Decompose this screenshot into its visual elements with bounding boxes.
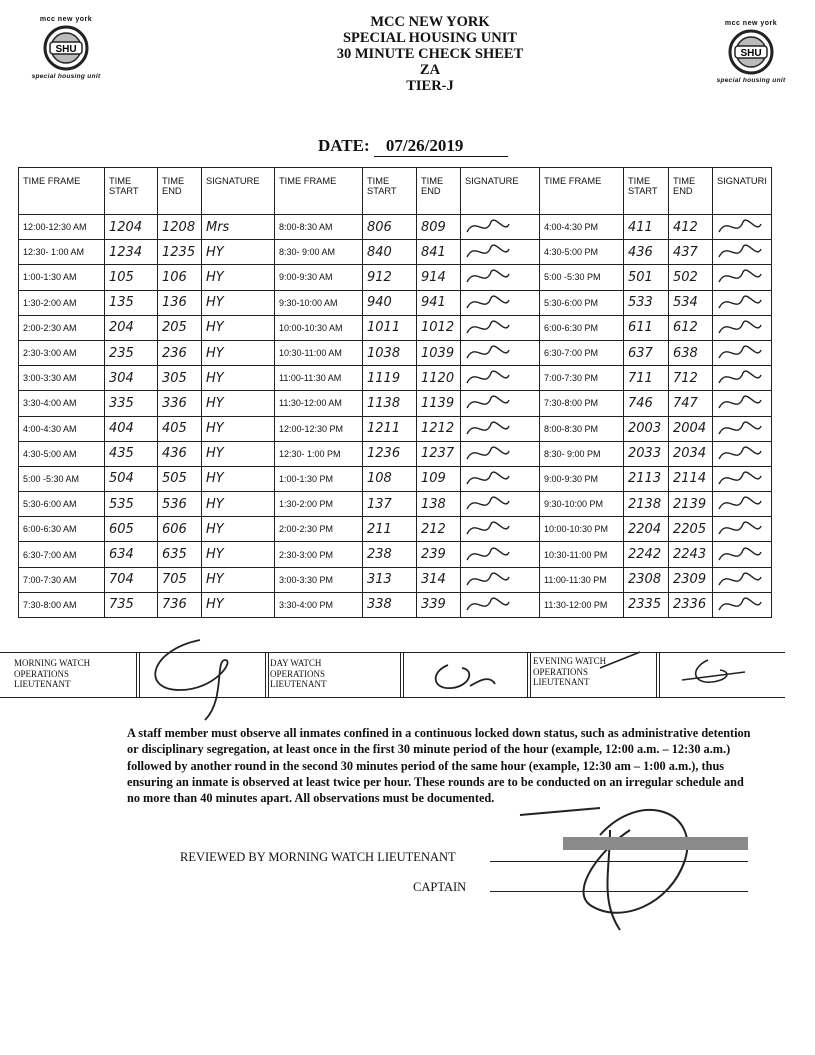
handwritten-entry: 1235 <box>162 244 196 260</box>
handwritten-entry: 435 <box>109 446 134 462</box>
time-frame-label: 2:00-2:30 PM <box>279 524 334 535</box>
handwritten-entry: 2139 <box>673 496 707 512</box>
handwritten-entry: 533 <box>628 295 653 311</box>
handwritten-entry: 704 <box>109 572 134 588</box>
logo-badge-text: SHU <box>55 44 77 55</box>
evening-watch-signature <box>600 652 745 682</box>
handwritten-entry: 109 <box>421 471 446 487</box>
redaction-bar <box>563 837 748 850</box>
handwritten-entry: 711 <box>628 370 653 386</box>
logo-top-text: mcc new york <box>724 20 778 27</box>
time-frame-label: 1:00-1:30 PM <box>279 473 334 484</box>
handwritten-entry: 534 <box>673 295 698 311</box>
handwritten-entry: 313 <box>367 572 392 588</box>
handwritten-entry: 2138 <box>628 496 662 512</box>
handwritten-entry: 2308 <box>628 572 662 588</box>
handwritten-entry: 304 <box>109 370 134 386</box>
handwritten-entry: 2336 <box>673 597 707 613</box>
handwritten-entry: 2004 <box>673 421 707 437</box>
watch-line: OPERATIONS <box>14 668 70 679</box>
header-cell: TIME END <box>158 168 202 215</box>
reviewed-by-label: REVIEWED BY MORNING WATCH LIEUTENANT <box>180 850 456 864</box>
handwritten-entry: 612 <box>673 320 698 336</box>
observation-policy-notice: A staff member must observe all inmates confined in a continuous locked down status, such as administrative detention or disciplinary segregation, at least once in the first 30 minute period of the hour (example, 12:00 a.m. – 12:30 a.m.) followed by another round in the second 30 minutes period of the same hour (example, 12:30 am – 1:00 a.m.), thus ensuring an inmate is observed at least twice per hour. These rounds are to be conducted on an irregular schedule and no more than 40 minutes apart. All observations must be documented. <box>127 726 751 806</box>
handwritten-entry: 712 <box>673 370 698 386</box>
time-frame-label: 12:30- 1:00 PM <box>279 448 341 459</box>
header-zone: ZA <box>419 62 441 78</box>
handwritten-entry: 204 <box>109 320 134 336</box>
handwritten-entry: 502 <box>673 269 698 285</box>
header-cell: TIME FRAME <box>275 168 363 215</box>
time-frame-label: 6:30-7:00 PM <box>544 348 599 359</box>
time-frame-label: 6:00-6:30 AM <box>23 524 77 535</box>
handwritten-entry: 1208 <box>162 219 196 235</box>
watch-line: EVENING WATCH <box>533 656 607 666</box>
handwritten-entry: 314 <box>421 572 446 588</box>
time-frame-label: 4:00-4:30 AM <box>23 423 77 434</box>
time-frame-label: 1:30-2:00 AM <box>23 297 77 308</box>
handwritten-entry: HY <box>206 395 224 411</box>
handwritten-entry: HY <box>206 547 224 563</box>
watch-line: DAY WATCH <box>270 658 322 668</box>
handwritten-entry: HY <box>206 572 224 588</box>
handwritten-entry: 239 <box>421 547 446 563</box>
handwritten-entry: 211 <box>367 521 392 537</box>
watch-line: LIEUTENANT <box>270 679 327 689</box>
reviewed-signature-line <box>490 861 748 862</box>
handwritten-entry: 338 <box>367 597 392 613</box>
handwritten-entry: 205 <box>162 320 187 336</box>
time-frame-label: 3:30-4:00 AM <box>23 398 77 409</box>
time-frame-label: 5:30-6:00 AM <box>23 499 77 510</box>
handwritten-entry: 2242 <box>628 547 662 563</box>
handwritten-entry: 705 <box>162 572 187 588</box>
time-frame-label: 12:00-12:30 AM <box>23 222 87 233</box>
time-frame-label: 10:30-11:00 AM <box>279 348 342 359</box>
header-cell: TIME END <box>669 168 713 215</box>
handwritten-entry: 212 <box>421 521 446 537</box>
handwritten-entry: 2003 <box>628 421 662 437</box>
handwritten-entry: 1212 <box>421 421 455 437</box>
handwritten-entry: 735 <box>109 597 134 613</box>
handwritten-entry: 2113 <box>628 471 662 487</box>
time-frame-label: 4:30-5:00 PM <box>544 247 599 258</box>
time-frame-label: 7:30-8:00 AM <box>23 599 77 610</box>
handwritten-entry: 746 <box>628 395 653 411</box>
time-frame-label: 11:30-12:00 AM <box>279 398 342 409</box>
handwritten-entry: 840 <box>367 244 392 260</box>
handwritten-entry: 806 <box>367 219 392 235</box>
handwritten-entry: 2205 <box>673 521 707 537</box>
time-frame-label: 5:00 -5:30 PM <box>544 272 601 283</box>
handwritten-entry: 437 <box>673 244 698 260</box>
handwritten-entry: HY <box>206 521 224 537</box>
time-frame-label: 8:00-8:30 PM <box>544 423 599 434</box>
handwritten-entry: 505 <box>162 471 187 487</box>
handwritten-entry: 404 <box>109 421 134 437</box>
handwritten-entry: 605 <box>109 521 134 537</box>
handwritten-entry: 339 <box>421 597 446 613</box>
handwritten-entry: 137 <box>367 496 392 512</box>
handwritten-entry: 1012 <box>421 320 455 336</box>
time-frame-label: 10:00-10:30 PM <box>544 524 609 535</box>
time-frame-label: 2:30-3:00 AM <box>23 348 77 359</box>
handwritten-entry: 501 <box>628 269 653 285</box>
header-cell: TIME START <box>105 168 158 215</box>
logo-bottom-text: special housing unit <box>31 73 101 80</box>
captain-signature-line <box>490 891 748 892</box>
time-frame-label: 3:00-3:30 AM <box>23 373 77 384</box>
handwritten-entry: 2114 <box>673 471 707 487</box>
handwritten-entry: 138 <box>421 496 446 512</box>
handwritten-entry: 736 <box>162 597 187 613</box>
time-frame-label: 7:30-8:00 PM <box>544 398 599 409</box>
handwritten-entry: 912 <box>367 269 392 285</box>
time-frame-label: 9:30-10:00 AM <box>279 297 338 308</box>
handwritten-entry: 336 <box>162 395 187 411</box>
logo-badge-text: SHU <box>740 48 762 59</box>
time-frame-label: 11:00-11:30 PM <box>544 574 607 585</box>
handwritten-entry: 535 <box>109 496 134 512</box>
handwritten-entry: 940 <box>367 295 392 311</box>
time-frame-label: 4:00-4:30 PM <box>544 222 599 233</box>
header-cell: SIGNATURI <box>713 168 772 215</box>
morning-watch-signature <box>155 640 227 720</box>
time-frame-label: 1:00-1:30 AM <box>23 272 77 283</box>
handwritten-entry: HY <box>206 320 224 336</box>
handwritten-entry: HY <box>206 345 224 361</box>
handwritten-entry: HY <box>206 244 224 260</box>
handwritten-entry: 436 <box>628 244 653 260</box>
captain-label: CAPTAIN <box>413 880 467 894</box>
handwritten-entry: 238 <box>367 547 392 563</box>
time-frame-label: 8:00-8:30 AM <box>279 222 333 233</box>
time-frame-label: 1:30-2:00 PM <box>279 499 334 510</box>
handwritten-entry: 2033 <box>628 446 662 462</box>
time-frame-label: 8:30- 9:00 AM <box>279 247 336 258</box>
header-tier: TIER-J <box>406 78 454 94</box>
handwritten-entry: 611 <box>628 320 653 336</box>
handwritten-entry: 135 <box>109 295 134 311</box>
handwritten-entry: HY <box>206 370 224 386</box>
handwritten-entry: 305 <box>162 370 187 386</box>
header-unit: SPECIAL HOUSING UNIT <box>342 30 518 46</box>
handwritten-entry: 108 <box>367 471 392 487</box>
time-frame-label: 8:30- 9:00 PM <box>544 448 601 459</box>
handwritten-entry: 504 <box>109 471 134 487</box>
handwritten-entry: 1011 <box>367 320 401 336</box>
handwritten-entry: 2034 <box>673 446 707 462</box>
handwritten-entry: 606 <box>162 521 187 537</box>
handwritten-entry: 536 <box>162 496 187 512</box>
handwritten-entry: HY <box>206 496 224 512</box>
handwritten-entry: HY <box>206 421 224 437</box>
time-frame-label: 11:30-12:00 PM <box>544 599 608 610</box>
handwritten-entry: 136 <box>162 295 187 311</box>
handwritten-entry: 1234 <box>109 244 143 260</box>
handwritten-entry: 747 <box>673 395 698 411</box>
time-frame-label: 9:00-9:30 AM <box>279 272 333 283</box>
handwritten-entry: 635 <box>162 547 187 563</box>
time-frame-label: 11:00-11:30 AM <box>279 373 342 384</box>
date-value: 07/26/2019 <box>374 136 508 157</box>
logo-top-text: mcc new york <box>39 16 93 23</box>
time-frame-label: 7:00-7:30 PM <box>544 373 599 384</box>
handwritten-entry: 2335 <box>628 597 662 613</box>
time-frame-label: 5:00 -5:30 AM <box>23 473 80 484</box>
time-frame-label: 7:00-7:30 AM <box>23 574 77 585</box>
date-label: DATE: <box>318 136 370 155</box>
handwritten-entry: 1236 <box>367 446 401 462</box>
handwritten-entry: 634 <box>109 547 134 563</box>
handwritten-entry: 236 <box>162 345 187 361</box>
watch-line: OPERATIONS <box>270 668 326 679</box>
logo-bottom-text: special housing unit <box>716 77 786 84</box>
header-cell: SIGNATURE <box>202 168 275 215</box>
handwritten-entry: 1211 <box>367 421 401 437</box>
handwritten-entry: 235 <box>109 345 134 361</box>
handwritten-entry: HY <box>206 597 224 613</box>
handwritten-entry: HY <box>206 295 224 311</box>
time-frame-label: 6:00-6:30 PM <box>544 322 599 333</box>
time-frame-label: 12:30- 1:00 AM <box>23 247 85 258</box>
handwritten-entry: HY <box>206 269 224 285</box>
handwritten-entry: 105 <box>109 269 134 285</box>
time-frame-label: 9:00-9:30 PM <box>544 473 599 484</box>
handwritten-entry: 335 <box>109 395 134 411</box>
header-cell: TIME FRAME <box>540 168 624 215</box>
time-frame-label: 3:30-4:00 PM <box>279 599 334 610</box>
time-frame-label: 2:30-3:00 PM <box>279 549 334 560</box>
handwritten-entry: 637 <box>628 345 653 361</box>
handwritten-entry: 1038 <box>367 345 401 361</box>
time-frame-label: 5:30-6:00 PM <box>544 297 599 308</box>
handwritten-entry: 1138 <box>367 395 401 411</box>
handwritten-entry: 2204 <box>628 521 662 537</box>
time-frame-label: 10:30-11:00 PM <box>544 549 608 560</box>
header-cell: TIME END <box>417 168 461 215</box>
handwritten-entry: 1139 <box>421 395 455 411</box>
time-frame-label: 4:30-5:00 AM <box>23 448 77 459</box>
handwritten-entry: 106 <box>162 269 187 285</box>
time-frame-label: 2:00-2:30 AM <box>23 322 77 333</box>
handwritten-entry: HY <box>206 471 224 487</box>
handwritten-entry: 638 <box>673 345 698 361</box>
handwritten-entry: Mrs <box>206 219 230 235</box>
handwritten-entry: 1119 <box>367 370 401 386</box>
watch-line: MORNING WATCH <box>14 658 91 668</box>
handwritten-entry: 2243 <box>673 547 707 563</box>
handwritten-entry: 914 <box>421 269 446 285</box>
handwritten-entry: 1120 <box>421 370 455 386</box>
watch-line: LIEUTENANT <box>14 679 71 689</box>
handwritten-entry: 436 <box>162 446 187 462</box>
handwritten-entry: 1204 <box>109 219 143 235</box>
header-cell: TIME FRAME <box>19 168 105 215</box>
handwritten-entry: 1237 <box>421 446 455 462</box>
day-watch-signature <box>436 665 495 688</box>
time-frame-label: 12:00-12:30 PM <box>279 423 344 434</box>
handwritten-entry: 412 <box>673 219 698 235</box>
header-cell: TIME START <box>624 168 669 215</box>
time-frame-label: 6:30-7:00 AM <box>23 549 77 560</box>
handwritten-entry: 405 <box>162 421 187 437</box>
header-facility: MCC NEW YORK <box>370 14 490 30</box>
time-frame-label: 10:00-10:30 AM <box>279 322 343 333</box>
handwritten-entry: HY <box>206 446 224 462</box>
handwritten-entry: 841 <box>421 244 446 260</box>
time-frame-label: 9:30-10:00 PM <box>544 499 604 510</box>
watch-line: OPERATIONS <box>533 666 589 677</box>
header-cell: TIME START <box>363 168 417 215</box>
handwritten-entry: 1039 <box>421 345 455 361</box>
header-cell: SIGNATURE <box>461 168 540 215</box>
watch-line: LIEUTENANT <box>533 677 590 687</box>
captain-signature <box>520 808 687 930</box>
handwritten-entry: 411 <box>628 219 653 235</box>
handwritten-entry: 809 <box>421 219 446 235</box>
handwritten-entry: 941 <box>421 295 446 311</box>
time-frame-label: 3:00-3:30 PM <box>279 574 334 585</box>
handwritten-entry: 2309 <box>673 572 707 588</box>
header-sheet-title: 30 MINUTE CHECK SHEET <box>336 46 524 62</box>
